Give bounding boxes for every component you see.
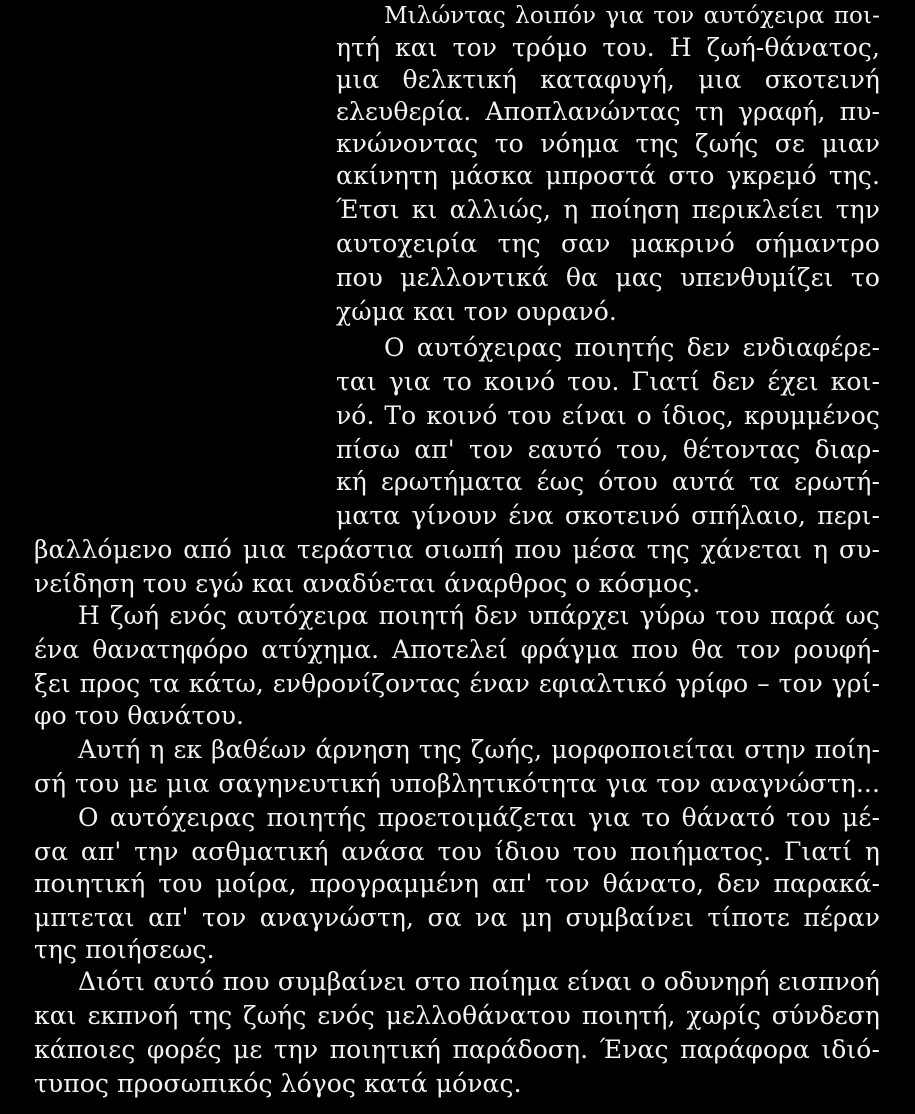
text-line: κάποιες φορές με την ποιητική παράδοση. Ένας παράφορα ιδιό-: [34, 1035, 880, 1064]
text-line: της ποιήσεως.: [34, 935, 215, 964]
text-line: Ο αυτόχειρας ποιητής δεν ενδιαφέρε-: [384, 333, 880, 362]
text-line: αυτοχειρία της σαν μακρινό σήμαντρο: [336, 229, 880, 258]
text-line: φο του θανάτου.: [34, 701, 245, 730]
text-line: νείδηση του εγώ και αναδύεται άναρθρος ο κόσμος.: [34, 569, 701, 598]
text-line: ένα θανατηφόρο ατύχημα. Αποτελεί φράγμα που θα τον ρουφή-: [34, 635, 880, 664]
text-line: ητή και τον τρόμο του. Η ζωή-θάνατος,: [336, 33, 880, 62]
text-line: πίσω απ' τον εαυτό του, θέτοντας διαρ-: [336, 435, 880, 464]
text-line: ται για το κοινό του. Γιατί δεν έχει κοι-: [336, 367, 880, 396]
text-line: χώμα και τον ουρανό.: [336, 297, 617, 326]
text-line: μια θελκτική καταφυγή, μια σκοτεινή: [336, 65, 880, 94]
text-line: βαλλόμενο από μια τεράστια σιωπή που μέσα της χάνεται η συ-: [34, 535, 880, 564]
text-line: Η ζωή ενός αυτόχειρα ποιητή δεν υπάρχει γύρω του παρά ως: [78, 601, 880, 630]
text-line: σή του με μια σαγηνευτική υποβλητικότητα για τον αναγνώστη...: [34, 769, 880, 798]
text-line: σα απ' την ασθματική ανάσα του ίδιου του ποιήματος. Γιατί η: [34, 837, 880, 866]
text-line: και εκπνοή της ζωής ενός μελλοθάνατου ποιητή, χωρίς σύνδεση: [34, 1001, 880, 1030]
text-line: ακίνητη μάσκα μπροστά στο γκρεμό της.: [336, 161, 880, 190]
text-line: κή ερωτήματα έως ότου αυτά τα ερωτή-: [336, 467, 880, 496]
text-line: ξει προς τα κάτω, ενθρονίζοντας έναν εφιαλτικό γρίφο – τον γρί-: [34, 669, 880, 698]
text-line: Διότι αυτό που συμβαίνει στο ποίημα είναι ο οδυνηρή εισπνοή: [78, 967, 880, 996]
text-line: Ο αυτόχειρας ποιητής προετοιμάζεται για το θάνατό του μέ-: [78, 803, 880, 832]
text-line: ελευθερία. Αποπλανώντας τη γραφή, πυ-: [336, 97, 880, 126]
text-line: ποιητική του μοίρα, προγραμμένη απ' τον θάνατο, δεν παρακά-: [34, 869, 880, 898]
text-line: νό. Το κοινό του είναι ο ίδιος, κρυμμένος: [336, 401, 880, 430]
text-line: κνώνοντας το νόημα της ζωής σε μιαν: [336, 129, 880, 158]
text-line: Έτσι κι αλλιώς, η ποίηση περικλείει την: [336, 195, 880, 224]
text-line: τυπος προσωπικός λόγος κατά μόνας.: [34, 1069, 522, 1098]
text-line: ματα γίνουν ένα σκοτεινό σπήλαιο, περι-: [336, 501, 880, 530]
text-line: Μιλώντας λοιπόν για τον αυτόχειρα ποι-: [384, 3, 880, 29]
text-line: Αυτή η εκ βαθέων άρνηση της ζωής, μορφοποιείται στην ποίη-: [78, 735, 880, 764]
text-line: μπτεται απ' τον αναγνώστη, σα να μη συμβαίνει τίποτε πέραν: [34, 903, 880, 932]
text-line: που μελλοντικά θα μας υπενθυμίζει το: [336, 263, 880, 292]
